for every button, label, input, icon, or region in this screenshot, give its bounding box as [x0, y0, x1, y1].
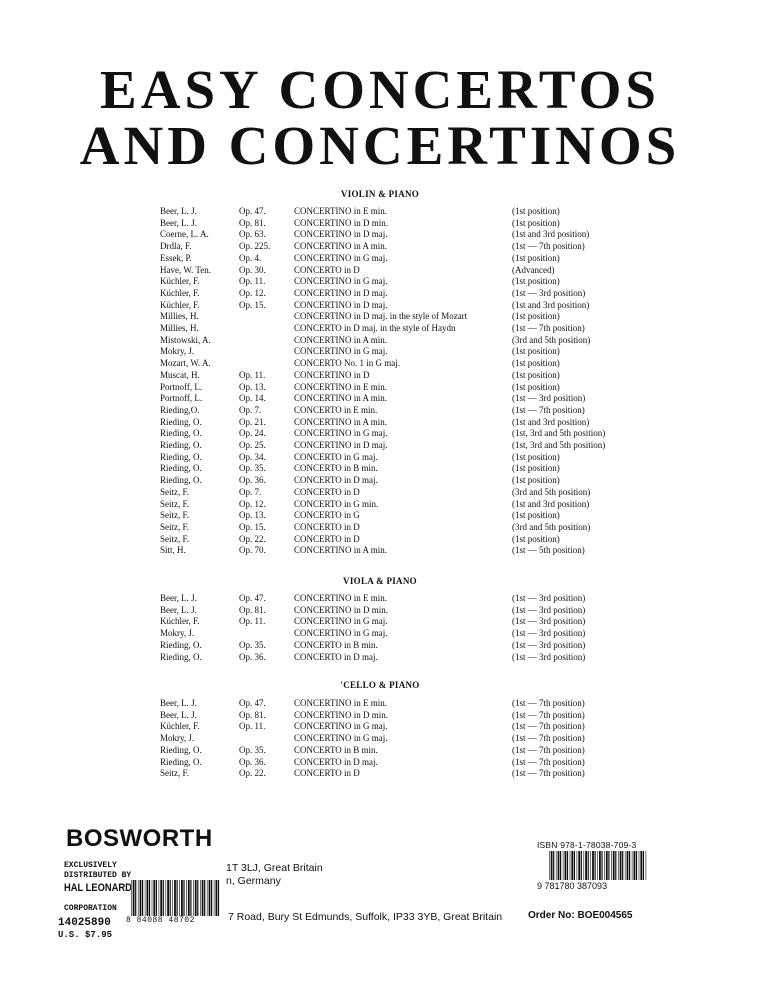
work-title: CONCERTINO in D min. [294, 604, 388, 615]
composer-name: Beer, L. J. [160, 604, 197, 615]
catalog-row [0, 745, 760, 757]
opus-number: Op. 81. [239, 217, 266, 228]
catalog-row [0, 335, 760, 347]
position-range: (3rd and 5th position) [512, 521, 591, 532]
composer-name: Beer, L. J. [160, 698, 197, 708]
address-line-3: 7 Road, Bury St Edmunds, Suffolk, IP33 3YB, Great Britain [228, 911, 503, 923]
isbn-barcode [548, 851, 648, 880]
hal-leonard-logo: HAL LEONARD [64, 882, 132, 894]
work-title: CONCERTINO in A min. [294, 545, 387, 556]
opus-number: Op. 11. [239, 616, 266, 627]
composer-name: Seitz, F. [160, 533, 190, 544]
work-title: CONCERTO in G [294, 510, 360, 521]
catalog-row [0, 276, 760, 288]
work-title: CONCERTO in G min. [294, 498, 379, 509]
composer-name: Seitz, F. [160, 768, 190, 779]
composer-name: Beer, L. J. [160, 709, 197, 720]
section-heading: VIOLIN & PIANO [340, 189, 420, 199]
opus-number: Op. 47. [239, 206, 266, 216]
composer-name: Coerne, L. A. [160, 229, 209, 240]
composer-name: Rieding, O. [160, 475, 202, 486]
work-title: CONCERTINO in A min. [294, 416, 387, 427]
position-range: (1st — 7th position) [512, 709, 585, 720]
work-title: CONCERTO in E min. [294, 404, 378, 415]
work-title: CONCERTINO in G maj. [294, 276, 388, 287]
catalog-row [0, 605, 760, 617]
composer-name: Rieding, O. [160, 451, 202, 462]
opus-number: Op. 11. [239, 369, 266, 380]
work-title: CONCERTINO in G maj. [294, 628, 388, 639]
position-range: (1st — 3rd position) [512, 651, 586, 662]
section-heading: 'CELLO & PIANO [340, 680, 420, 690]
composer-name: Muscat, H. [160, 369, 200, 380]
catalog-row [0, 593, 760, 605]
work-title: CONCERTO in D [294, 533, 360, 544]
position-range: (1st position) [512, 346, 560, 357]
position-range: (1st position) [512, 451, 560, 462]
work-title: CONCERTO in D [294, 486, 360, 497]
position-range: (1st position) [512, 533, 560, 544]
opus-number: Op. 21. [239, 416, 266, 427]
catalog-row [0, 382, 760, 394]
position-range: (1st position) [512, 381, 560, 392]
address-line-2: n, Germany [226, 875, 281, 887]
sticker-distributed-by: DISTRIBUTED BY [64, 871, 132, 880]
composer-name: Sitt, H. [160, 545, 186, 556]
order-number: Order No: BOE004565 [528, 910, 633, 921]
catalog-row [0, 358, 760, 370]
composer-name: Mozart, W. A. [160, 358, 211, 369]
catalog-row [0, 265, 760, 277]
sticker-exclusively: EXCLUSIVELY [64, 861, 117, 870]
catalog-row [0, 640, 760, 652]
composer-name: Mokry, J. [160, 733, 195, 744]
position-range: (1st, 3rd and 5th position) [512, 440, 606, 450]
catalog-row [0, 757, 760, 769]
opus-number: Op. 81. [239, 604, 266, 615]
catalog-row [0, 721, 760, 733]
catalog-row [0, 475, 760, 487]
opus-number: Op. 35. [239, 463, 266, 474]
opus-number: Op. 7. [239, 404, 262, 415]
catalog-row [0, 241, 760, 253]
position-range: (1st position) [512, 217, 560, 228]
composer-name: Beer, L. J. [160, 217, 197, 228]
catalog-row [0, 253, 760, 265]
composer-name: Millies, H. [160, 323, 199, 333]
opus-number: Op. 30. [239, 264, 266, 275]
work-title: CONCERTO in B min. [294, 463, 378, 474]
catalog-row [0, 698, 760, 710]
opus-number: Op. 22. [239, 533, 266, 544]
catalog-row [0, 452, 760, 464]
catalog-row [0, 545, 760, 557]
position-range: (1st position) [512, 206, 560, 216]
ean-digits: 9 781780 387093 [537, 881, 608, 891]
sticker-corporation: CORPORATION [64, 904, 117, 913]
catalog-row [0, 522, 760, 534]
composer-name: Essek, P. [160, 252, 192, 263]
position-range: (1st position) [512, 510, 560, 521]
position-range: (1st — 7th position) [512, 698, 585, 708]
position-range: (Advanced) [512, 264, 555, 275]
position-range: (1st — 7th position) [512, 744, 585, 755]
catalog-row [0, 652, 760, 664]
opus-number: Op. 81. [239, 709, 266, 720]
catalog-row [0, 534, 760, 546]
opus-number: Op. 35. [239, 744, 266, 755]
composer-name: Rieding, O. [160, 756, 202, 767]
opus-number: Op. 15. [239, 521, 266, 532]
work-title: CONCERTINO in D maj. in the style of Mozart [294, 311, 468, 322]
catalog-row [0, 405, 760, 417]
composer-name: Küchler, F. [160, 276, 200, 287]
work-title: CONCERTINO in E min. [294, 698, 387, 708]
position-range: (1st position) [512, 475, 560, 486]
position-range: (3rd and 5th position) [512, 486, 591, 497]
opus-number: Op. 70. [239, 545, 266, 556]
position-range: (1st — 7th position) [512, 756, 585, 767]
opus-number: Op. 13. [239, 381, 266, 392]
position-range: (1st — 7th position) [512, 721, 585, 732]
position-range: (1st — 3rd position) [512, 628, 586, 639]
upc-barcode [130, 880, 222, 916]
composer-name: Have, W. Ten. [160, 264, 211, 275]
work-title: CONCERTINO in E min. [294, 381, 387, 392]
opus-number: Op. 14. [239, 393, 266, 404]
opus-number: Op. 11. [239, 276, 266, 287]
position-range: (1st — 7th position) [512, 733, 585, 744]
position-range: (1st and 3rd position) [512, 229, 590, 240]
catalog-row [0, 733, 760, 745]
opus-number: Op. 35. [239, 639, 266, 650]
composer-name: Rieding, O. [160, 744, 202, 755]
position-range: (1st and 3rd position) [512, 416, 590, 427]
catalog-row [0, 323, 760, 335]
work-title: CONCERTINO in D min. [294, 217, 388, 228]
opus-number: Op. 36. [239, 651, 266, 662]
position-range: (1st — 3rd position) [512, 287, 586, 298]
composer-name: Rieding, O. [160, 428, 202, 439]
work-title: CONCERTO in D maj. [294, 475, 378, 486]
work-title: CONCERTO in D [294, 768, 360, 779]
work-title: CONCERTINO in A min. [294, 241, 387, 252]
composer-name: Beer, L. J. [160, 593, 197, 603]
opus-number: Op. 63. [239, 229, 266, 240]
composer-name: Rieding,O. [160, 404, 200, 415]
upc-digits: 8 84088 48702 [126, 916, 195, 925]
position-range: (1st position) [512, 252, 560, 263]
opus-number: Op. 25. [239, 440, 266, 450]
opus-number: Op. 13. [239, 510, 266, 521]
position-range: (1st position) [512, 369, 560, 380]
catalog-row [0, 463, 760, 475]
composer-name: Rieding, O. [160, 651, 202, 662]
position-range: (1st — 3rd position) [512, 593, 586, 603]
opus-number: Op. 47. [239, 698, 266, 708]
work-title: CONCERTINO in G maj. [294, 346, 388, 357]
work-title: CONCERTINO in D maj. [294, 229, 388, 240]
position-range: (1st and 3rd position) [512, 498, 590, 509]
composer-name: Beer, L. J. [160, 206, 197, 216]
composer-name: Küchler, F. [160, 299, 200, 310]
composer-name: Seitz, F. [160, 521, 190, 532]
opus-number: Op. 4. [239, 252, 262, 263]
catalog-row [0, 710, 760, 722]
work-title: CONCERTINO in D min. [294, 709, 388, 720]
catalog-row [0, 510, 760, 522]
opus-number: Op. 7. [239, 486, 262, 497]
catalog-row [0, 393, 760, 405]
opus-number: Op. 36. [239, 756, 266, 767]
work-title: CONCERTO in D [294, 521, 360, 532]
position-range: (1st — 7th position) [512, 323, 585, 333]
catalog-row [0, 499, 760, 511]
position-range: (1st — 3rd position) [512, 604, 586, 615]
opus-number: Op. 47. [239, 593, 266, 603]
catalog-row [0, 487, 760, 499]
position-range: (1st — 3rd position) [512, 393, 586, 404]
position-range: (3rd and 5th position) [512, 334, 591, 345]
work-title: CONCERTINO in E min. [294, 206, 387, 216]
work-title: CONCERTO in D maj. [294, 756, 378, 767]
composer-name: Drdla, F. [160, 241, 192, 252]
composer-name: Mistowski, A. [160, 334, 211, 345]
catalog-row [0, 428, 760, 440]
work-title: CONCERTINO in E min. [294, 593, 387, 603]
composer-name: Seitz, F. [160, 486, 190, 497]
catalog-row [0, 206, 760, 218]
opus-number: Op. 24. [239, 428, 266, 439]
position-range: (1st position) [512, 276, 560, 287]
position-range: (1st and 3rd position) [512, 299, 590, 310]
catalog-row [0, 346, 760, 358]
work-title: CONCERTINO in G maj. [294, 733, 388, 744]
position-range: (1st — 7th position) [512, 404, 585, 415]
composer-name: Küchler, F. [160, 616, 200, 627]
catalog-row [0, 768, 760, 780]
isbn-label: ISBN 978-1-78038-709-3 [537, 840, 637, 850]
position-range: (1st — 5th position) [512, 545, 585, 556]
composer-name: Mokry, J. [160, 628, 195, 639]
address-line-1: 1T 3LJ, Great Britain [226, 862, 323, 874]
opus-number: Op. 12. [239, 498, 266, 509]
sticker-product-code: 14025890 [58, 917, 111, 929]
catalog-row [0, 616, 760, 628]
work-title: CONCERTO No. 1 in G maj. [294, 358, 401, 369]
work-title: CONCERTINO in D maj. [294, 440, 388, 450]
work-title: CONCERTO in D [294, 264, 360, 275]
work-title: CONCERTINO in A min. [294, 393, 387, 404]
catalog-row [0, 300, 760, 312]
opus-number: Op. 34. [239, 451, 266, 462]
composer-name: Rieding, O. [160, 639, 202, 650]
catalog-row [0, 628, 760, 640]
section-heading: VIOLA & PIANO [343, 576, 417, 586]
work-title: CONCERTINO in A min. [294, 334, 387, 345]
position-range: (1st — 7th position) [512, 241, 585, 252]
work-title: CONCERTINO in D [294, 369, 370, 380]
work-title: CONCERTINO in G maj. [294, 616, 388, 627]
catalog-row [0, 440, 760, 452]
catalog-row [0, 218, 760, 230]
composer-name: Portnoff, L. [160, 393, 203, 404]
catalog-row [0, 417, 760, 429]
work-title: CONCERTINO in D maj. [294, 287, 388, 298]
catalog-row [0, 311, 760, 323]
position-range: (1st — 7th position) [512, 768, 585, 779]
composer-name: Rieding, O. [160, 463, 202, 474]
publisher-name: BOSWORTH [66, 825, 213, 852]
composer-name: Rieding, O. [160, 440, 202, 450]
work-title: CONCERTINO in G maj. [294, 252, 388, 263]
work-title: CONCERTO in D maj. [294, 651, 378, 662]
catalog-row [0, 288, 760, 300]
work-title: CONCERTO in B min. [294, 639, 378, 650]
work-title: CONCERTO in D maj. in the style of Haydn [294, 323, 456, 333]
opus-number: Op. 12. [239, 287, 266, 298]
catalog-row [0, 370, 760, 382]
work-title: CONCERTO in G maj. [294, 451, 378, 462]
title-line-1: EASY CONCERTOS [100, 59, 660, 120]
opus-number: Op. 11. [239, 721, 266, 732]
opus-number: Op. 22. [239, 768, 266, 779]
composer-name: Portnoff, L. [160, 381, 203, 392]
composer-name: Küchler, F. [160, 721, 200, 732]
opus-number: Op. 15. [239, 299, 266, 310]
opus-number: Op. 36. [239, 475, 266, 486]
position-range: (1st — 3rd position) [512, 616, 586, 627]
position-range: (1st position) [512, 311, 560, 322]
composer-name: Küchler, F. [160, 287, 200, 298]
composer-name: Seitz, F. [160, 498, 190, 509]
work-title: CONCERTO in B min. [294, 744, 378, 755]
work-title: CONCERTINO in G maj. [294, 721, 388, 732]
sticker-price: U.S. $7.95 [58, 930, 113, 940]
position-range: (1st position) [512, 463, 560, 474]
position-range: (1st — 3rd position) [512, 639, 586, 650]
composer-name: Seitz, F. [160, 510, 190, 521]
position-range: (1st position) [512, 358, 560, 369]
composer-name: Mokry, J. [160, 346, 195, 357]
opus-number: Op. 225. [239, 241, 271, 252]
work-title: CONCERTINO in D maj. [294, 299, 388, 310]
work-title: CONCERTINO in G maj. [294, 428, 388, 439]
position-range: (1st, 3rd and 5th position) [512, 428, 606, 439]
catalog-row [0, 229, 760, 241]
title-line-2: AND CONCERTINOS [79, 115, 681, 176]
composer-name: Rieding, O. [160, 416, 202, 427]
composer-name: Millies, H. [160, 311, 199, 322]
